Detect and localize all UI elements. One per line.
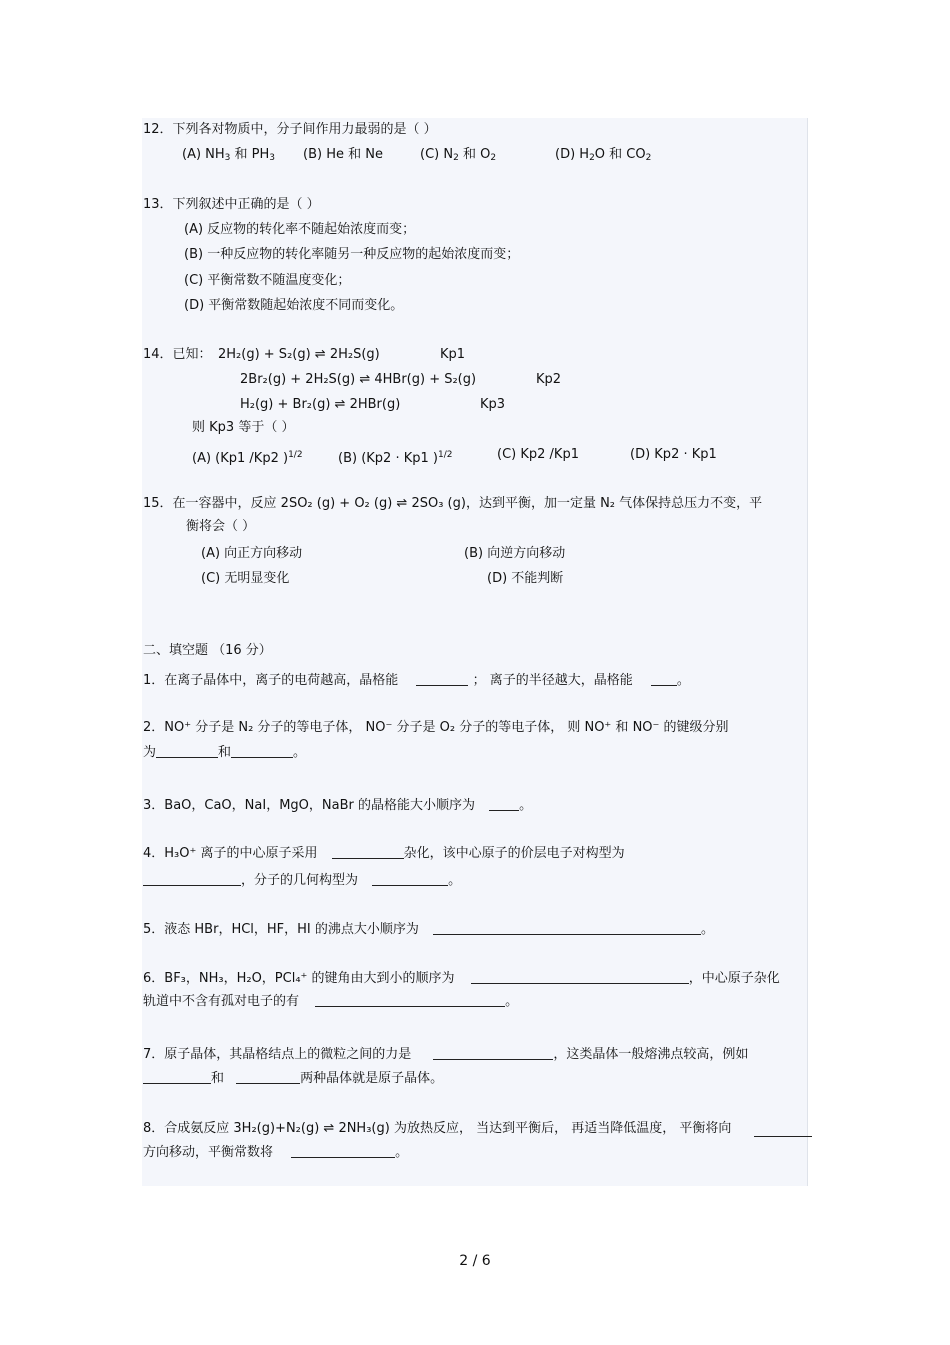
q15-stem-line1: 15．在一容器中，反应 2SO₂ (g) + O₂ (g) ⇌ 2SO₃ (g)，达到平衡，加一定量 N₂ 气体保持总压力不变，平	[143, 496, 763, 511]
fill-4-line1: 4．H₃O⁺ 离子的中心原子采用 杂化，该中心原子的价层电子对构型为	[143, 846, 625, 861]
fill-6-blank-2	[315, 992, 505, 1007]
fill-8-blank-2	[291, 1143, 395, 1158]
q14-option-a: (A) (Kp1 /Kp2 )$^{1/2}$	[192, 450, 303, 466]
fill-8-line1: 8．合成氨反应 3H₂(g)+N₂(g) ⇌ 2NH₃(g) 为放热反应， 当达到平衡后， 再适当降低温度， 平衡将向	[143, 1121, 732, 1136]
q12-option-b: (B) He 和 Ne	[303, 147, 383, 162]
fill-4-blank-1	[332, 844, 404, 859]
page-number: 2 / 6	[459, 1253, 491, 1269]
q13-option-a: (A) 反应物的转化率不随起始浓度而变；	[184, 222, 416, 237]
fill-2-line2: 为 和 。	[143, 745, 307, 760]
q15-option-c: (C) 无明显变化	[201, 571, 290, 586]
q14-k3: Kp3	[480, 397, 506, 412]
fill-1: 1．在离子晶体中，离子的电荷越高，晶格能 ； 离子的半径越大，晶格能 。	[143, 673, 690, 688]
q15-option-d: (D) 不能判断	[487, 571, 564, 586]
fill-8-line2: 方向移动，平衡常数将 。	[143, 1145, 409, 1160]
fill-6-line2: 轨道中不含有孤对电子的有 。	[143, 994, 519, 1009]
fill-5: 5．液态 HBr，HCl，HF，HI 的沸点大小顺序为 。	[143, 922, 715, 937]
q14-equation-1: 2H₂(g) + S₂(g) ⇌ 2H₂S(g)	[218, 347, 380, 362]
q14-k2: Kp2	[536, 372, 562, 387]
q12-option-d: (D) $H_2O$ 和 $CO_2$	[555, 147, 652, 163]
fill-1-blank-2	[651, 671, 677, 686]
fill-2-line1: 2．NO⁺ 分子是 N₂ 分子的等电子体， NO⁻ 分子是 O₂ 分子的等电子体， 则 NO⁺ 和 NO⁻ 的键级分别	[143, 720, 729, 735]
fill-8-blank-1	[754, 1122, 812, 1137]
q14-lead: 14．已知：	[143, 347, 212, 362]
q13-option-b: (B) 一种反应物的转化率随另一种反应物的起始浓度而变；	[184, 247, 520, 262]
fill-4-blank-3	[372, 871, 448, 886]
q14-equation-2: 2Br₂(g) + 2H₂S(g) ⇌ 4HBr(g) + S₂(g)	[240, 372, 477, 387]
fill-4-blank-2	[143, 871, 241, 886]
q15-option-b: (B) 向逆方向移动	[464, 546, 566, 561]
q14-option-b: (B) (Kp2 · Kp1 )$^{1/2}$	[338, 450, 453, 466]
q13-option-d: (D) 平衡常数随起始浓度不同而变化。	[184, 298, 404, 313]
q14-equation-3: H₂(g) + Br₂(g) ⇌ 2HBr(g)	[240, 397, 401, 412]
fill-4-line2: ，分子的几何构型为 。	[143, 871, 461, 890]
q12-option-c: (C) $N_2$ 和 $O_2$	[420, 147, 497, 163]
q14-option-c: (C) Kp2 /Kp1	[497, 447, 579, 462]
fill-1-blank-1	[416, 671, 468, 686]
fill-6-blank-1	[471, 969, 689, 984]
q12-option-a: (A) $NH_3$ 和 $PH_3$	[182, 147, 276, 163]
q14-k1: Kp1	[440, 347, 466, 362]
fill-5-blank	[433, 920, 701, 935]
fill-7-blank-3	[236, 1069, 300, 1084]
q12-stem: 12．下列各对物质中，分子间作用力最弱的是（ ）	[143, 122, 437, 137]
fill-6-line1: 6．BF₃，NH₃，H₂O，PCl₄⁺ 的键角由大到小的顺序为 ，中心原子杂化	[143, 971, 780, 986]
fill-2-blank-2	[231, 743, 293, 758]
q14-question: 则 Kp3 等于（ ）	[192, 420, 295, 435]
fill-7-blank-1	[433, 1045, 553, 1060]
fill-2-blank-1	[156, 743, 218, 758]
fill-7-line1: 7．原子晶体，其晶格结点上的微粒之间的力是 ，这类晶体一般熔沸点较高，例如	[143, 1047, 749, 1062]
q14-option-d: (D) Kp2 · Kp1	[630, 447, 717, 462]
section-title: 二、填空题 （16 分）	[143, 643, 272, 658]
q13-stem: 13．下列叙述中正确的是（ ）	[143, 197, 320, 212]
fill-7-blank-2	[143, 1069, 211, 1084]
fill-7-line2: 和 两种晶体就是原子晶体。	[143, 1069, 443, 1088]
q13-option-c: (C) 平衡常数不随温度变化；	[184, 273, 351, 288]
fill-3: 3．BaO，CaO，NaI，MgO，NaBr 的晶格能大小顺序为 。	[143, 798, 533, 813]
q15-option-a: (A) 向正方向移动	[201, 546, 303, 561]
fill-3-blank	[489, 796, 519, 811]
q15-stem-line2: 衡将会（ ）	[186, 519, 256, 534]
